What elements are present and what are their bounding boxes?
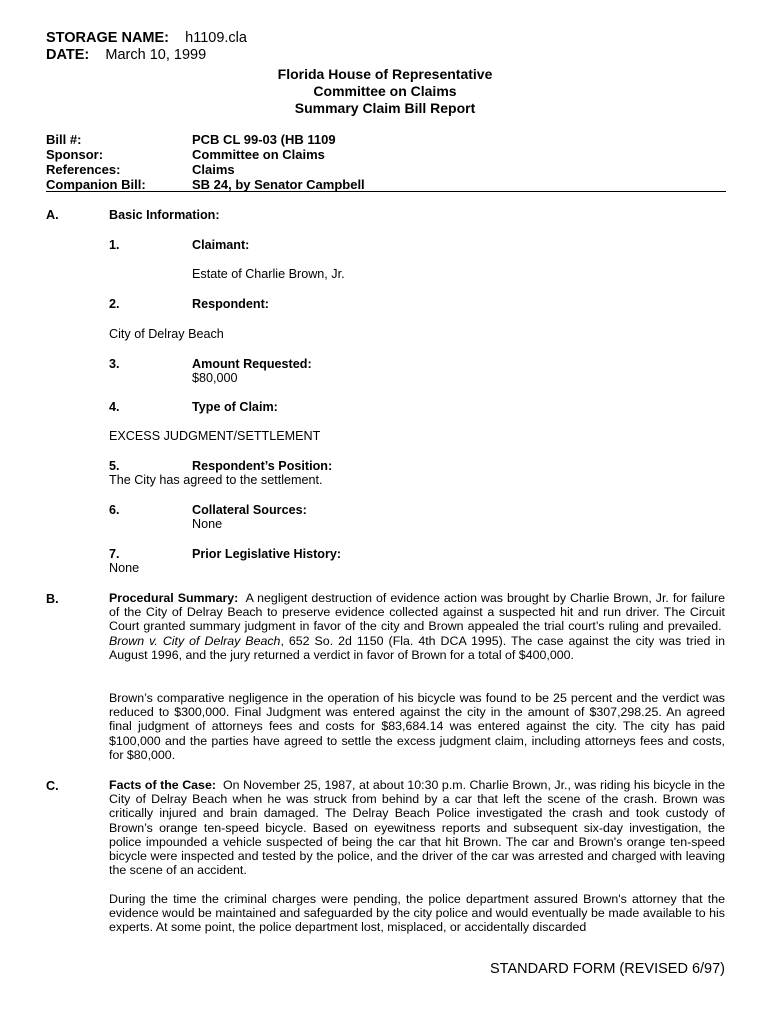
storage-name-row: STORAGE NAME: h1109.cla [46, 30, 247, 46]
item-2-number: 2. [109, 297, 120, 311]
facts-paragraph-2: During the time the criminal charges were pending, the police department assured Brown's attorney that the evidence would be maintained and safeguarded by the city police and would eventually be made available to his experts. At some point, the police department lost, misplaced, or accidentally discarded [109, 892, 725, 935]
storage-name-label: STORAGE NAME [46, 30, 165, 46]
section-a-heading: Basic Information: [109, 208, 220, 222]
sponsor-value: Committee on Claims [192, 147, 325, 162]
item-7-label: Prior Legislative History: [192, 547, 342, 561]
facts-heading: Facts of the Case: [109, 778, 216, 792]
title-line-2: Committee on Claims [313, 83, 457, 99]
item-6-number: 6. [109, 503, 120, 517]
companion-bill-value: SB 24, by Senator Campbell [192, 177, 365, 192]
facts-paragraph-1 [109, 778, 725, 877]
item-6-value: None [192, 517, 223, 531]
item-4-label: Type of Claim: [192, 400, 278, 414]
bill-number-label: Bill #: [46, 132, 82, 147]
title-line-1: Florida House of Representative [277, 66, 493, 82]
title-line-3: Summary Claim Bill Report [294, 100, 476, 116]
item-6-label: Collateral Sources: [192, 503, 307, 517]
item-2-label: Respondent: [192, 297, 269, 311]
item-7-value: None [109, 561, 140, 575]
item-5-number: 5. [109, 459, 120, 473]
section-b-letter: B. [46, 592, 59, 606]
facts-text-1: On November 25, 1987, at about 10:30 p.m. Charlie Brown, Jr., was riding his bicycle in the City of Delray Beach when he was struck from behind by a car that left the scene of the crash. Brown was critically injured and brain damaged. The Delray Beach Police investigated the crash and took custody of Brown’s orange ten-speed bicycle. Based on eyewitness reports and subsequent six-day investigation, the police impounded a vehicle suspected of being the car that hit Brown. The car and Brown's orange ten-speed bicycle were inspected and tested by the police, and the driver of the car was arrested and charged with leaving the scene of an accident. [109, 778, 725, 878]
item-1-number: 1. [109, 238, 120, 252]
header-divider [46, 191, 726, 192]
procedural-summary-text-a: A negligent destruction of evidence action was brought by Charlie Brown, Jr. for failure of the City of Delray Beach to preserve evidence collected against a suspected hit and run driver. The Circuit Court granted summary judgment in favor of the city and Brown appealed the trial court’s ruling and prevailed. [109, 591, 726, 634]
procedural-summary-paragraph-2: Brown’s comparative negligence in the operation of his bicycle was found to be 25 percent and the verdict was reduced to $300,000. Final Judgment was entered against the city in the amount of $307,298.25. An agreed final judgment of attorneys fees and costs for $83,684.14 was entered against the city. The city has paid $100,000 and the parties have agreed to settle the excess judgment claim, including attorneys fees and costs, for $80,000. [109, 691, 725, 762]
form-footer: STANDARD FORM (REVISED 6/97) [490, 961, 725, 977]
item-1-label: Claimant: [192, 238, 250, 252]
procedural-summary-text-b: , 652 So. 2d 1150 (Fla. 4th DCA 1995). The case against the city was tried in August 1996, and the jury returned a verdict in favor of Brown for a total of $400,000. [109, 633, 725, 662]
item-3-value: $80,000 [192, 371, 238, 385]
references-label: References: [46, 162, 121, 177]
date-row: DATE: March 10, 1999 [46, 47, 207, 63]
section-c-letter: C. [46, 779, 59, 793]
item-3-number: 3. [109, 357, 120, 371]
item-4-number: 4. [109, 400, 120, 414]
references-value: Claims [192, 162, 235, 177]
item-5-label: Respondent’s Position: [192, 459, 333, 473]
companion-bill-label: Companion Bill: [46, 177, 146, 192]
procedural-summary-paragraph-1 [109, 591, 725, 662]
storage-name-value: h1109.cla [185, 30, 247, 46]
item-7-number: 7. [109, 547, 120, 561]
item-4-value: EXCESS JUDGMENT/SETTLEMENT [109, 429, 321, 443]
date-label: DATE [46, 47, 85, 63]
bill-number-value: PCB CL 99-03 (HB 1109 [192, 132, 336, 147]
item-2-value: City of Delray Beach [109, 327, 224, 341]
procedural-summary-heading: Procedural Summary: [109, 591, 239, 605]
section-a-letter: A. [46, 208, 59, 222]
item-3-label: Amount Requested: [192, 357, 312, 371]
case-citation: Brown v. City of Delray Beach [109, 633, 281, 648]
sponsor-label: Sponsor: [46, 147, 104, 162]
date-value: March 10, 1999 [105, 47, 207, 63]
item-5-value: The City has agreed to the settlement. [109, 473, 323, 487]
item-1-value: Estate of Charlie Brown, Jr. [192, 267, 345, 281]
